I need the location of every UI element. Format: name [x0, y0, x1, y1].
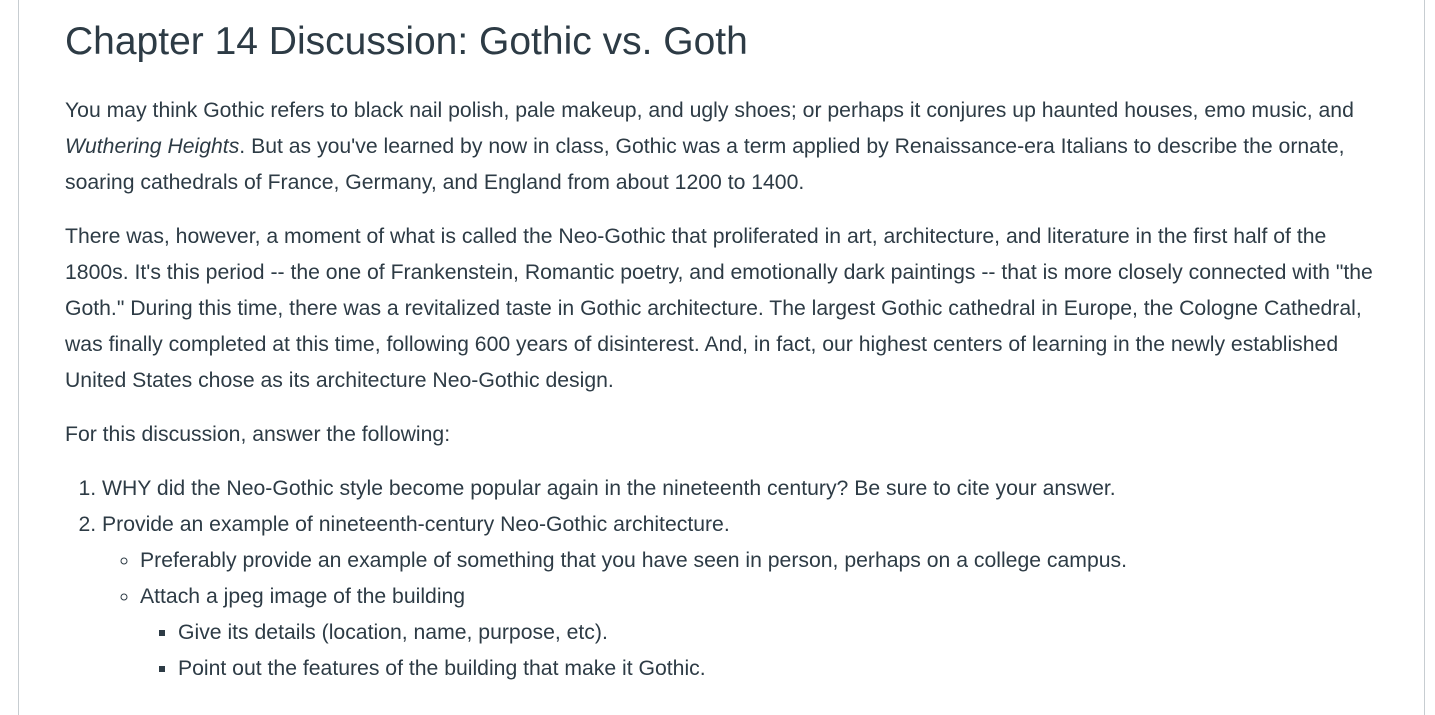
- page-title: Chapter 14 Discussion: Gothic vs. Goth: [65, 20, 748, 63]
- intro-text-part2: . But as you've learned by now in class, Gothic was a term applied by Renaissance-era Italians to describe the ornate, soaring cathedrals of France, Germany, and England from about 1200 to 1400.: [65, 135, 1345, 194]
- intro-italic-title: Wuthering Heights: [65, 135, 240, 158]
- sub-item: [140, 579, 1390, 687]
- intro-paragraph: [65, 93, 1390, 201]
- question-item: [102, 471, 1390, 507]
- nested-sub-item-text: Point out the features of the building that make it Gothic.: [178, 657, 706, 680]
- sub-item-text: Attach a jpeg image of the building: [140, 585, 466, 608]
- instructions-paragraph: For this discussion, answer the following:: [65, 423, 451, 446]
- question-item: [102, 507, 1390, 687]
- nested-sub-item-text: Give its details (location, name, purpose, etc).: [178, 621, 608, 644]
- question-text: Provide an example of nineteenth-century Neo-Gothic architecture.: [102, 513, 730, 536]
- content-frame: [18, 0, 1425, 715]
- question-sublist: [102, 543, 1390, 687]
- sub-item: [140, 543, 1390, 579]
- nested-sub-item: [178, 651, 1390, 687]
- nested-sublist: [140, 615, 1390, 687]
- intro-text-part1: You may think Gothic refers to black nail polish, pale makeup, and ugly shoes; or perhaps it conjures up haunted houses, emo music, and: [65, 99, 1354, 122]
- questions-list: [65, 471, 1390, 687]
- discussion-body: [65, 0, 1390, 687]
- question-text: WHY did the Neo-Gothic style become popular again in the nineteenth century? Be sure to cite your answer.: [102, 477, 1116, 500]
- neo-gothic-paragraph: There was, however, a moment of what is called the Neo-Gothic that proliferated in art, architecture, and literature in the first half of the 1800s. It's this period -- the one of Frankenstein, Romantic poetry, and emotionally dark paintings -- that is more closely connected with "the Goth." During this time, there was a revitalized taste in Gothic architecture. The largest Gothic cathedral in Europe, the Cologne Cathedral, was finally completed at this time, following 600 years of disinterest. And, in fact, our highest centers of learning in the newly established United States chose as its architecture Neo-Gothic design.: [65, 225, 1373, 392]
- nested-sub-item: [178, 615, 1390, 651]
- sub-item-text: Preferably provide an example of something that you have seen in person, perhaps on a college campus.: [140, 549, 1127, 572]
